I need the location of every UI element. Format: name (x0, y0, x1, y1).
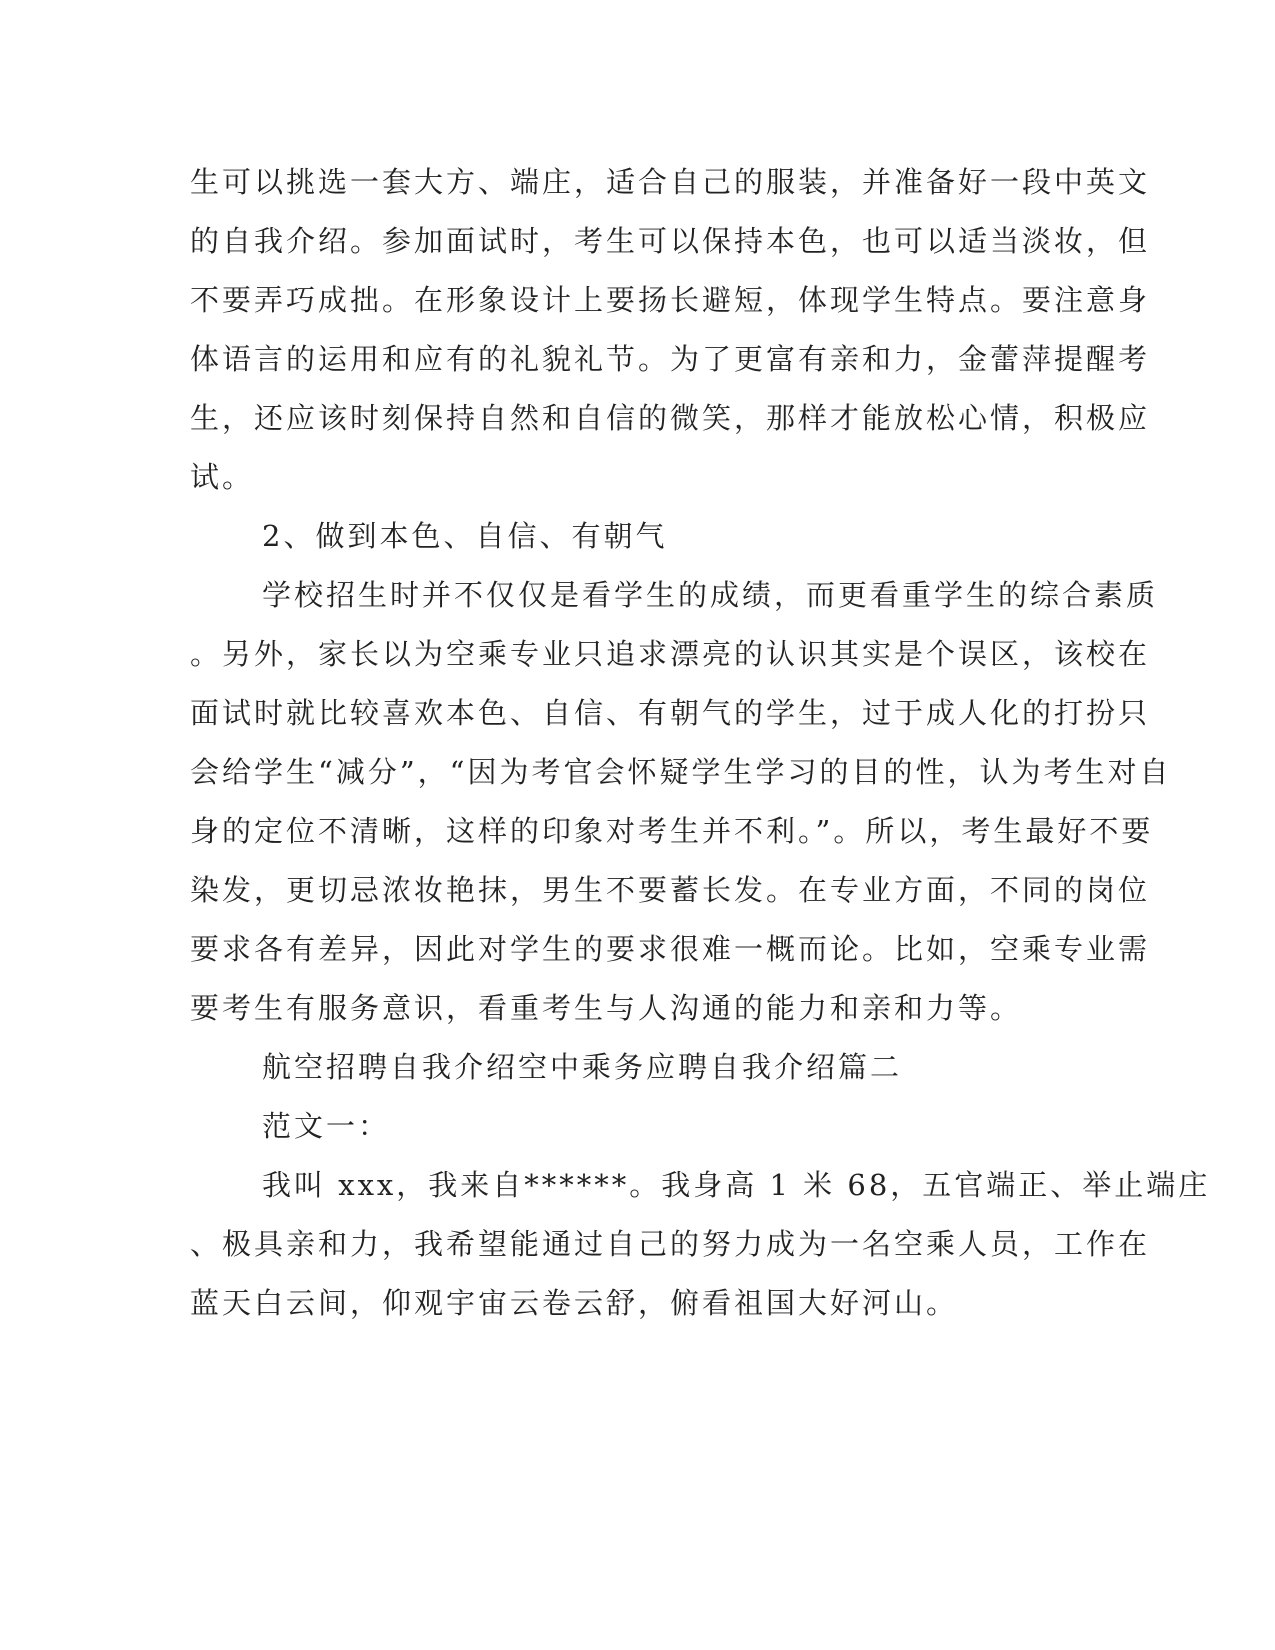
paragraph-line: 生可以挑选一套大方、端庄，适合自己的服装，并准备好一段中英文 (190, 165, 1151, 199)
paragraph-line: 不要弄巧成拙。在形象设计上要扬长避短，体现学生特点。要注意身 (190, 283, 1151, 317)
paragraph-line: 要求各有差异，因此对学生的要求很难一概而论。比如，空乘专业需 (190, 932, 1151, 966)
paragraph-line: 试。 (190, 460, 255, 494)
paragraph-line: 染发，更切忌浓妆艳抹，男生不要蓄长发。在专业方面，不同的岗位 (190, 873, 1151, 907)
sample-heading: 范文一： (262, 1109, 391, 1143)
paragraph-line: 要考生有服务意识，看重考生与人沟通的能力和亲和力等。 (190, 991, 1023, 1025)
paragraph-line: 会给学生“减分”，“因为考官会怀疑学生学习的目的性，认为考生对自 (190, 755, 1172, 789)
paragraph-line: 学校招生时并不仅仅是看学生的成绩，而更看重学生的综合素质 (262, 578, 1159, 612)
paragraph-line: 蓝天白云间，仰观宇宙云卷云舒，俯看祖国大好河山。 (190, 1286, 959, 1320)
paragraph-line: 我叫 xxx，我来自******。我身高 1 米 68，五官端正、举止端庄 (262, 1168, 1211, 1202)
paragraph-line: 生，还应该时刻保持自然和自信的微笑，那样才能放松心情，积极应 (190, 401, 1151, 435)
section-heading: 2、做到本色、自信、有朝气 (262, 519, 668, 553)
paragraph-line: 。另外，家长以为空乘专业只追求漂亮的认识其实是个误区，该校在 (190, 637, 1151, 671)
paragraph-line: 的自我介绍。参加面试时，考生可以保持本色，也可以适当淡妆，但 (190, 224, 1151, 258)
paragraph-line: 、极具亲和力，我希望能通过自己的努力成为一名空乘人员，工作在 (190, 1227, 1151, 1261)
paragraph-line: 面试时就比较喜欢本色、自信、有朝气的学生，过于成人化的打扮只 (190, 696, 1151, 730)
paragraph-line: 体语言的运用和应有的礼貌礼节。为了更富有亲和力，金蕾萍提醒考 (190, 342, 1151, 376)
paragraph-line: 身的定位不清晰，这样的印象对考生并不利。”。所以，考生最好不要 (190, 814, 1154, 848)
section-title: 航空招聘自我介绍空中乘务应聘自我介绍篇二 (262, 1050, 903, 1084)
